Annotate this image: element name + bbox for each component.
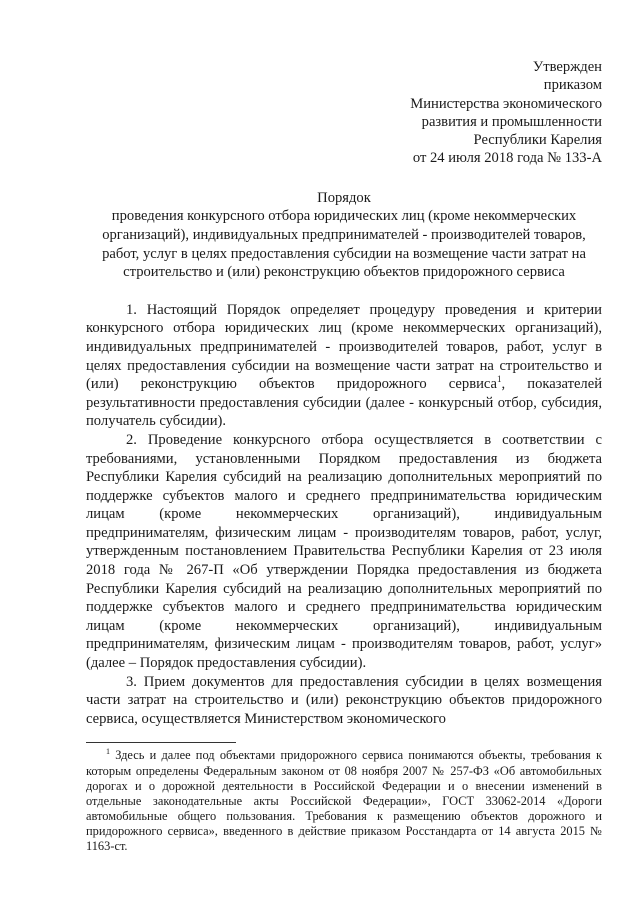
approval-line-ministry: Министерства экономического	[410, 95, 602, 112]
paragraph-1-text: 1. Настоящий Порядок определяет процедуру проведения и критерии конкурсного отбора юридических лиц (кроме некоммерческих организаций), индивидуальных предпринимателей - производителей товаров, работ, услуг в целях предоставления субсидии на возмещение части затрат на строительство и (или) реконструкцию объектов придорожного сервиса	[86, 301, 602, 393]
footnote-mark: 1	[106, 747, 110, 757]
paragraph-1-text-end: , показателей результативности предоставления субсидии (далее - конкурсный отбор, субсидия, получатель субсидии).	[86, 376, 602, 430]
approval-line-republic: Республики Карелия	[473, 132, 602, 149]
paragraph-2: 2. Проведение конкурсного отбора осуществляется в соответствии с требованиями, установленными Порядком предоставления из бюджета Республики Карелия субсидий на реализацию дополнительных мероприятий по поддержке субъектов малого и среднего предпринимательства юридическим лицам (кроме некоммерческих организаций), индивидуальным предпринимателям, физическим лицам - производителям товаров, работ, услуг, утвержденным постановлением Правительства Республики Карелия от 23 июля 2018 года № 267-П «Об утверждении Порядка предоставления из бюджета Республики Карелия субсидий на реализацию дополнительных мероприятий по поддержке субъектов малого и среднего предпринимательства юридическим лицам (кроме некоммерческих организаций), индивидуальным предпринимателям, физическим лицам - производителям товаров, работ, услуг» (далее – Порядок предоставления субсидии).	[86, 431, 602, 672]
approval-stamp	[86, 58, 602, 168]
footnote-divider	[86, 742, 236, 743]
footnote-reference: 1	[497, 374, 502, 385]
footnote	[86, 748, 602, 854]
paragraph-3: 3. Прием документов для предоставления субсидии в целях возмещения части затрат на строительство и (или) реконструкцию объектов придорожного сервиса, осуществляется Министерством экономического	[86, 673, 602, 727]
document-body	[86, 301, 602, 729]
paragraph-1	[86, 301, 602, 431]
footnote-text: Здесь и далее под объектами придорожного сервиса понимаются объекты, требования к которым определены Федеральным законом от 08 ноября 2007 № 257-ФЗ «Об автомобильных дорогах и о дорожной деятельности в Российской Федерации и о внесении изменений в отдельные законодательные акты Российской Федерации», ГОСТ 33062-2014 «Дороги автомобильные общего пользования. Требования к размещению объектов дорожного и придорожного сервиса», введенного в действие приказом Росстандарта от 14 августа 2015 № 1163-ст.	[86, 748, 602, 853]
approval-line-order: приказом	[543, 77, 602, 94]
approval-line-date: от 24 июля 2018 года № 133-А	[412, 150, 602, 167]
title-text: проведения конкурсного отбора юридических лиц (кроме некоммерческих организаций), индивидуальных предпринимателей - производителей товаров, работ, услуг в целях предоставления субсидии на возмещение части затрат на строительство и (или) реконструкцию объектов придорожного сервиса	[102, 208, 586, 281]
approval-line-development: развития и промышленности	[421, 113, 602, 130]
approval-line-approved: Утвержден	[532, 59, 602, 75]
document-title	[86, 189, 602, 282]
title-heading: Порядок	[317, 189, 371, 206]
